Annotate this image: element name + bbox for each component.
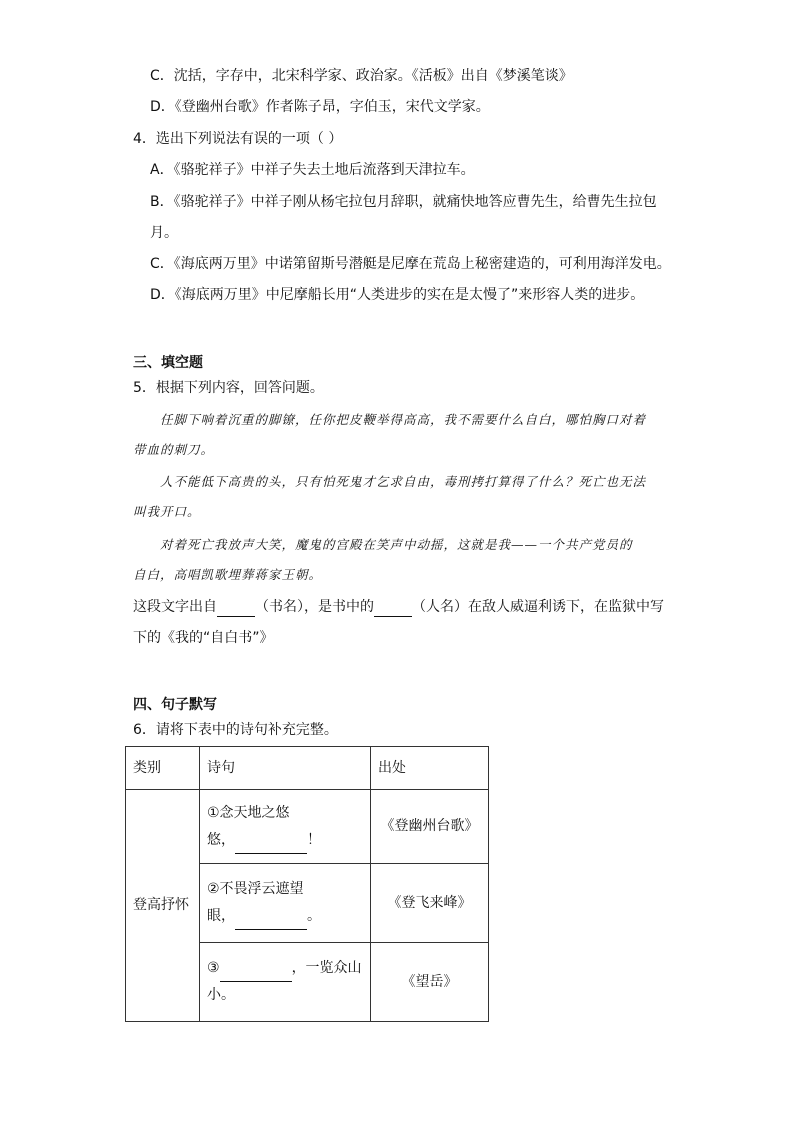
q6-stem: 6．请将下表中的诗句补充完整。 [133,722,338,738]
verse-line: 小。 [207,987,235,1003]
q4-stem: 4．选出下列说法有误的一项（ ） [133,131,343,147]
source-cell: 《登飞来峰》 [371,864,489,943]
section3-heading: 三、填空题 [133,355,203,371]
table-header-category: 类别 [126,747,200,790]
q5-stem: 5．根据下列内容，回答问题。 [133,380,324,396]
poem-line: 任脚下响着沉重的脚镣，任你把皮鞭举得高高，我不需要什么自白，哪怕胸口对着 [160,412,647,427]
verse-blank[interactable] [235,913,307,930]
q3-option-c: C．沈括，字存中，北宋科学家、政治家。《活板》出自《梦溪笔谈》 [150,68,573,84]
book-title-blank[interactable] [217,600,255,617]
q5-fill-text-1: 这段文字出自 [133,599,217,615]
person-name-blank[interactable] [374,600,412,617]
verse-cell [200,943,371,1022]
poem-line: 带血的刺刀。 [133,442,215,457]
category-cell: 登高抒怀 [126,790,200,1022]
verse-cell [200,864,371,943]
table-header-source: 出处 [371,747,489,790]
q4-option-c: C．《海底两万里》中诺第留斯号潜艇是尼摩在荒岛上秘密建造的，可利用海洋发电。 [150,256,671,272]
q5-fill-text-2: （书名），是书中的 [255,599,374,615]
verse-line: ②不畏浮云遮望 [207,881,304,897]
q5-fill-line2: 下的《我的“自白书”》 [133,630,274,646]
verse-text: 悠， [207,831,235,848]
q5-fill-line1 [133,597,664,617]
poem-line: 叫我开口。 [133,504,201,519]
table-row [126,790,489,864]
q3-option-d: D．《登幽州台歌》作者陈子昂，字伯玉，宋代文学家。 [150,99,490,115]
verse-line [207,827,363,854]
q4-option-d: D．《海底两万里》中尼摩船长用“人类进步的实在是太慢了”来形容人类的进步。 [150,287,645,303]
poem-table [125,746,489,1022]
q5-fill-text-3: （人名）在敌人威逼利诱下，在监狱中写 [412,599,664,615]
poem-line: 对着死亡我放声大笑，魔鬼的宫殿在笑声中动摇，这就是我——一个共产党员的 [160,537,633,552]
verse-text: ③ [207,960,220,976]
source-cell: 《登幽州台歌》 [371,790,489,864]
verse-cell [200,790,371,864]
verse-line: ①念天地之悠 [207,804,290,821]
section4-heading: 四、句子默写 [133,697,217,713]
verse-text: 。 [307,908,321,924]
source-cell: 《望岳》 [371,943,489,1022]
poem-line: 自白，高唱凯歌埋葬蒋家王朝。 [133,567,323,582]
verse-line [207,903,363,930]
q4-option-b-line1: B．《骆驼祥子》中祥子刚从杨宅拉包月辞职，就痛快地答应曹先生，给曹先生拉包 [150,194,657,210]
verse-blank[interactable] [235,837,307,854]
verse-text: 眼， [207,908,235,924]
table-header-verse: 诗句 [200,747,371,790]
q4-option-b-line2: 月。 [150,225,178,241]
verse-line [207,955,363,982]
verse-text: ，一览众山 [291,960,362,976]
q4-option-a: A．《骆驼祥子》中祥子失去土地后流落到天津拉车。 [150,162,475,178]
verse-blank[interactable] [220,965,292,982]
verse-text: ！ [307,831,321,848]
poem-line: 人不能低下高贵的头，只有怕死鬼才乞求自由，毒刑拷打算得了什么？死亡也无法 [160,474,647,489]
